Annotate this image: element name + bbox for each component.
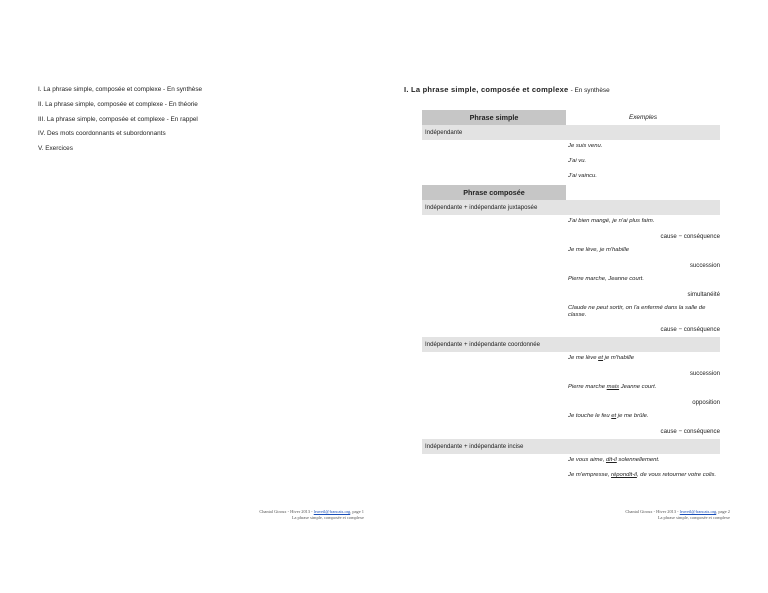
header-examples: Exemples	[628, 114, 658, 121]
example-text: Je touche le feu	[568, 413, 612, 419]
incise-dit-il: dit-il	[605, 457, 617, 463]
example-text: Jeanne court.	[619, 384, 657, 390]
header-phrase-composee: Phrase composée	[422, 185, 566, 200]
footer-line-2: La phrase simple, composée et complexe	[291, 514, 364, 520]
toc-item-1[interactable]: I. La phrase simple, composée et complexe - En synthèse	[38, 86, 203, 93]
footer-line-1	[625, 509, 730, 515]
page-footer	[625, 509, 730, 520]
example-text: je me brûle.	[616, 413, 649, 419]
coordonnant-et: et	[611, 413, 617, 419]
category-juxtaposee: Indépendante + indépendante juxtaposée	[422, 200, 720, 215]
toc-item-2[interactable]: II. La phrase simple, composée et complexe - En théorie	[38, 100, 198, 108]
category-independante: Indépendante	[422, 125, 720, 140]
header-phrase-simple: Phrase simple	[422, 110, 566, 125]
category-coordonnee: Indépendante + indépendante coordonnée	[422, 337, 720, 352]
toc-item-4[interactable]: IV. Des mots coordonnants et subordonnants	[38, 130, 166, 138]
example-simple-2: J'ai vu.	[568, 158, 587, 164]
relation-juxtaposee-2: succession	[689, 262, 720, 269]
example-text: je m'habille	[603, 355, 634, 361]
example-coordonnee-1	[568, 352, 720, 367]
example-juxtaposee-4: Claude ne peut sortir, on l'a enfermé dans la salle de classe.	[568, 305, 706, 319]
example-coordonnee-2	[568, 381, 720, 396]
example-juxtaposee-3: Pierre marche, Jeanne court.	[568, 276, 644, 282]
footer-email-link[interactable]: leaveil@francais.org	[679, 509, 717, 514]
toc-item-3[interactable]: III. La phrase simple, composée et complexe - En rappel	[38, 115, 198, 123]
compound-header-row	[422, 185, 720, 200]
footer-page-number: , page 1	[350, 509, 364, 514]
footer-author: Chantal Giroux - Hiver 2013 -	[625, 509, 680, 514]
category-incise: Indépendante + indépendante incise	[422, 439, 720, 454]
page-title	[404, 85, 610, 94]
example-text: Je me lève	[568, 355, 599, 361]
relation-coordonnee-3: cause − conséquence	[660, 428, 720, 435]
footer-page-number: , page 2	[716, 509, 730, 514]
title-suffix: - En synthèse	[570, 87, 610, 94]
page-footer	[259, 509, 364, 520]
example-text: solennellement.	[616, 457, 660, 463]
toc-item-5[interactable]: V. Exercices	[38, 145, 73, 153]
relation-coordonnee-1: succession	[689, 370, 720, 377]
footer-line-1	[259, 509, 364, 515]
footer-author: Chantal Giroux - Hiver 2013 -	[259, 509, 314, 514]
relation-juxtaposee-1: cause − conséquence	[660, 233, 720, 240]
table-header-row	[422, 110, 720, 125]
coordonnant-mais: mais	[606, 384, 620, 390]
incise-repondit-il: répondit-il	[611, 472, 637, 478]
right-page	[384, 0, 768, 593]
footer-email-link[interactable]: leaveil@francais.org	[313, 509, 351, 514]
example-simple-1: Je suis venu.	[568, 143, 603, 149]
example-text: , de vous retourner votre colis.	[636, 472, 717, 478]
title-main: I. La phrase simple, composée et complexe	[404, 85, 569, 94]
table-of-contents	[38, 86, 368, 160]
coordonnant-et: et	[598, 355, 604, 361]
relation-coordonnee-2: opposition	[692, 399, 720, 406]
footer-line-2: La phrase simple, composée et complexe	[657, 514, 730, 520]
example-juxtaposee-2: Je me lève, je m'habille	[568, 247, 630, 253]
example-incise-1	[568, 454, 720, 469]
example-coordonnee-3	[568, 410, 720, 425]
example-juxtaposee-1: J'ai bien mangé, je n'ai plus faim.	[568, 218, 655, 224]
example-simple-3: J'ai vaincu.	[568, 173, 597, 179]
example-text: Je m'empresse,	[568, 472, 612, 478]
example-incise-2	[568, 469, 720, 490]
relation-juxtaposee-3: simultanéité	[687, 291, 720, 298]
synthesis-table	[422, 110, 720, 490]
header-spacer	[566, 185, 720, 200]
relation-juxtaposee-4: cause − conséquence	[660, 326, 720, 333]
example-text: Je vous aime,	[568, 457, 606, 463]
example-text: Pierre marche	[568, 384, 607, 390]
